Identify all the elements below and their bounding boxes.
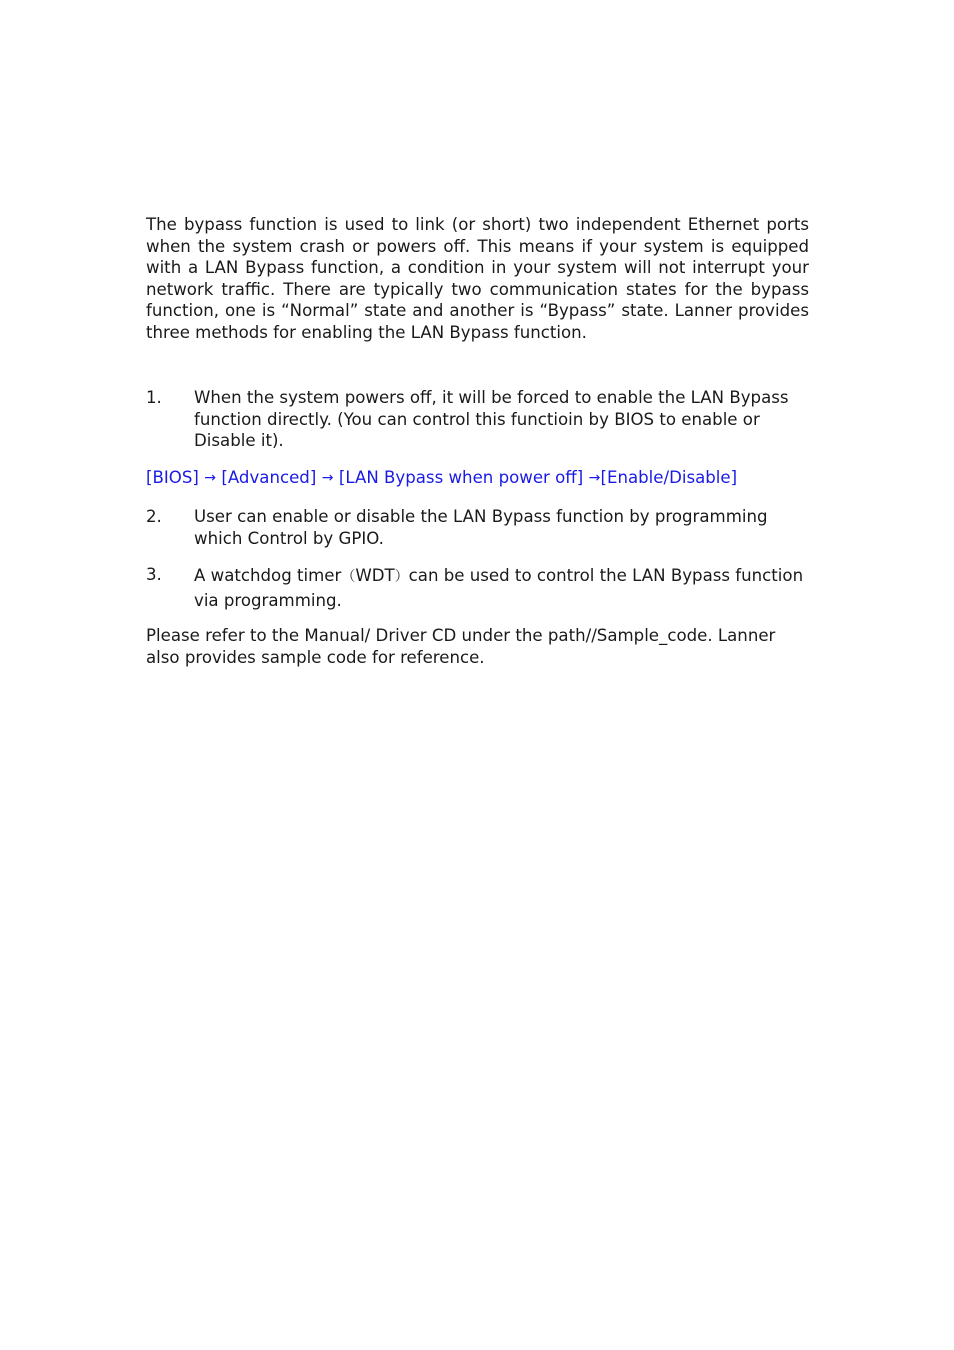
method-text-abbrev: WDT (355, 566, 395, 585)
method-item-3 (146, 564, 809, 612)
paren-close: ） (394, 569, 409, 585)
arrow-right-icon: → (588, 469, 601, 486)
method-text: User can enable or disable the LAN Bypass function by programming which Control by GPIO. (194, 507, 768, 548)
method-number: 1. (146, 388, 162, 407)
method-text (194, 564, 809, 612)
bios-path-step-bios: [BIOS] (146, 467, 199, 487)
method-list-continued (146, 506, 809, 612)
method-text-part: can be used to control the LAN Bypass function via programming. (194, 566, 804, 610)
document-page (146, 214, 809, 668)
method-text-part: A watchdog timer (194, 566, 342, 585)
method-item-2 (146, 506, 809, 549)
bios-path-step-advanced: [Advanced] (221, 467, 317, 487)
intro-paragraph: The bypass function is used to link (or short) two independent Ethernet ports when the system crash or powers off. This means if your system is equipped with a LAN Bypass function, a condition in your system will not interrupt your network traffic. There are typically two communication states for the bypass function, one is “Normal” state and another is “Bypass” state. Lanner provides three methods for enabling the LAN Bypass function. (146, 215, 809, 342)
bios-path-step-lan-bypass: [LAN Bypass when power off] (338, 467, 584, 487)
closing-paragraph: Please refer to the Manual/ Driver CD under the path//Sample_code. Lanner also provides sample code for reference. (146, 626, 776, 667)
arrow-right-icon: → (204, 469, 216, 486)
method-item-1 (146, 387, 809, 452)
method-text: When the system powers off, it will be forced to enable the LAN Bypass function directly. (You can control this functioin by BIOS to enable or Disable it). (194, 388, 789, 450)
bios-menu-path (146, 467, 809, 491)
bios-path-step-enable-disable: [Enable/Disable] (600, 467, 738, 487)
method-number: 2. (146, 507, 162, 526)
arrow-right-icon: → (321, 469, 334, 486)
method-number: 3. (146, 565, 162, 584)
method-list (146, 387, 809, 452)
paren-open: （ (341, 569, 356, 585)
